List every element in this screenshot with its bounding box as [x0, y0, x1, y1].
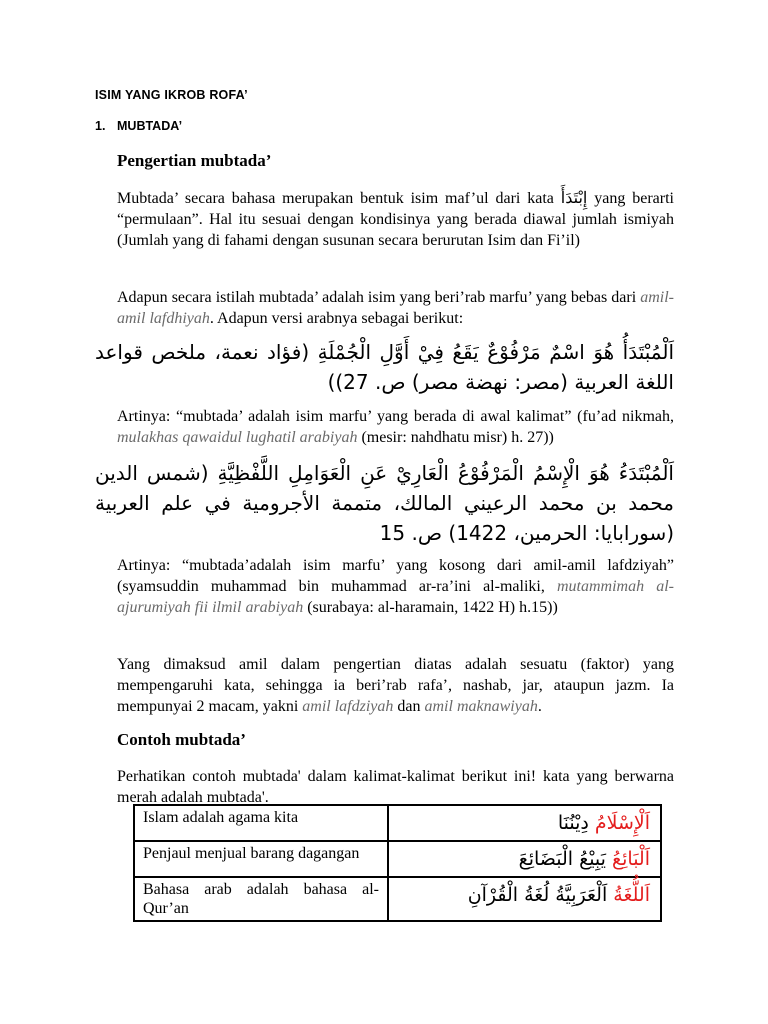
arabic-rest: يَبِيْعُ الْبَضَائِعَ — [518, 848, 612, 870]
subheading-contoh: Contoh mubtada’ — [117, 730, 246, 749]
latin-cell: Penjaul menjual barang dagangan — [134, 841, 388, 877]
paragraph-amil-explanation — [117, 654, 674, 717]
table-row — [134, 805, 661, 841]
paragraph-definition-language: Mubtada’ secara bahasa merupakan bentuk isim maf’ul dari kata إِبْتَدَأَ yang berarti “permulaan”. Hal itu sesuai dengan kondisinya yang berada diawal jumlah ismiyah (Jumlah yang di fahami dengan susunan secara berurutan Isim dan Fi’il) — [117, 190, 674, 249]
text-run: . Adapun versi arabnya sebagai berikut: — [209, 310, 464, 327]
arabic-definition-2: اَلْمُبْتَدَءُ هُوَ الْإِسْمُ الْمَرْفُوْعُ الْعَارِيْ عَنِ الْعَوَامِلِ اللَّفْظِيَّةِ (شمس الدين محمد بن محمد الرعيني المالك، متممة الأجرومية في علم العربية (سورابايا: الحرمين، 1422) ص. 15 — [95, 461, 674, 545]
italic-book-title: mulakhas qawaidul lughatil arabiyah — [117, 429, 358, 446]
text-run: Yang dimaksud amil dalam pengertian diatas adalah sesuatu (faktor) yang mempengaruhi kata, sehingga ia beri’rab rafa’, nashab, jar, ataupun jazm. Ia mempunyai 2 macam, yakni — [117, 656, 674, 715]
italic-book-title: mutammimah al-ajurumiyah fii ilmil arabiyah — [117, 578, 675, 616]
arabic-rest: اَلْعَرَبِيَّةُ لُغَةُ الْقُرْآنِ — [467, 884, 614, 906]
italic-term: amil maknawiyah — [424, 698, 538, 715]
paragraph-translation-1 — [117, 406, 674, 448]
paragraph-translation-2 — [117, 555, 674, 618]
subheading-pengertian: Pengertian mubtada’ — [117, 151, 272, 170]
latin-cell: Bahasa arab adalah bahasa al-Qur’an — [134, 877, 388, 921]
mubtada-word: اَلْإِسْلَامُ — [594, 812, 650, 834]
text-run: . — [537, 698, 542, 715]
section-heading — [95, 119, 182, 133]
example-table — [133, 804, 662, 922]
text-run: dan — [393, 698, 425, 715]
italic-term: amil-amil lafdhiyah — [117, 289, 674, 327]
arabic-cell — [388, 805, 661, 841]
latin-cell: Islam adalah agama kita — [134, 805, 388, 841]
section-title: MUBTADA’ — [117, 119, 183, 133]
italic-term: amil lafdziyah — [302, 698, 394, 715]
text-run: Adapun secara istilah mubtada’ adalah isim yang beri’rab marfu’ yang bebas dari — [117, 289, 641, 306]
document-title: ISIM YANG IKROB ROFA’ — [95, 88, 248, 102]
text-run: (surabaya: al-haramain, 1422 H) h.15)) — [303, 599, 558, 616]
table-row — [134, 841, 661, 877]
paragraph-example-intro: Perhatikan contoh mubtada' dalam kalimat-kalimat berikut ini! kata yang berwarna merah adalah mubtada'. — [117, 768, 674, 806]
paragraph-definition-term — [117, 287, 674, 329]
table-row — [134, 877, 661, 921]
section-number: 1. — [95, 119, 106, 133]
text-run: (mesir: nahdhatu misr) h. 27)) — [357, 429, 554, 446]
text-run: Artinya: “mubtada’adalah isim marfu’ yang kosong dari amil-amil lafdziyah” (syamsuddin muhammad bin muhammad ar-ra’ini al-maliki, — [117, 557, 674, 595]
arabic-cell — [388, 841, 661, 877]
text-run: Artinya: “mubtada’ adalah isim marfu’ yang berada di awal kalimat” (fu’ad nikmah, — [117, 408, 674, 425]
arabic-rest: دِيْنُنَا — [557, 812, 595, 834]
mubtada-word: اَللُّغَةُ — [613, 884, 650, 906]
mubtada-word: اَلْبَائِعُ — [612, 848, 650, 870]
arabic-definition-1: اَلْمُبْتَدَأُ هُوَ اسْمٌ مَرْفُوْعٌ يَقَعُ فِيْ أَوَّلِ الْجُمْلَةِ (فؤاد نعمة، ملخص قواعد اللغة العربية (مصر: نهضة مصر) ص. 27)) — [95, 340, 674, 394]
arabic-cell — [388, 877, 661, 921]
